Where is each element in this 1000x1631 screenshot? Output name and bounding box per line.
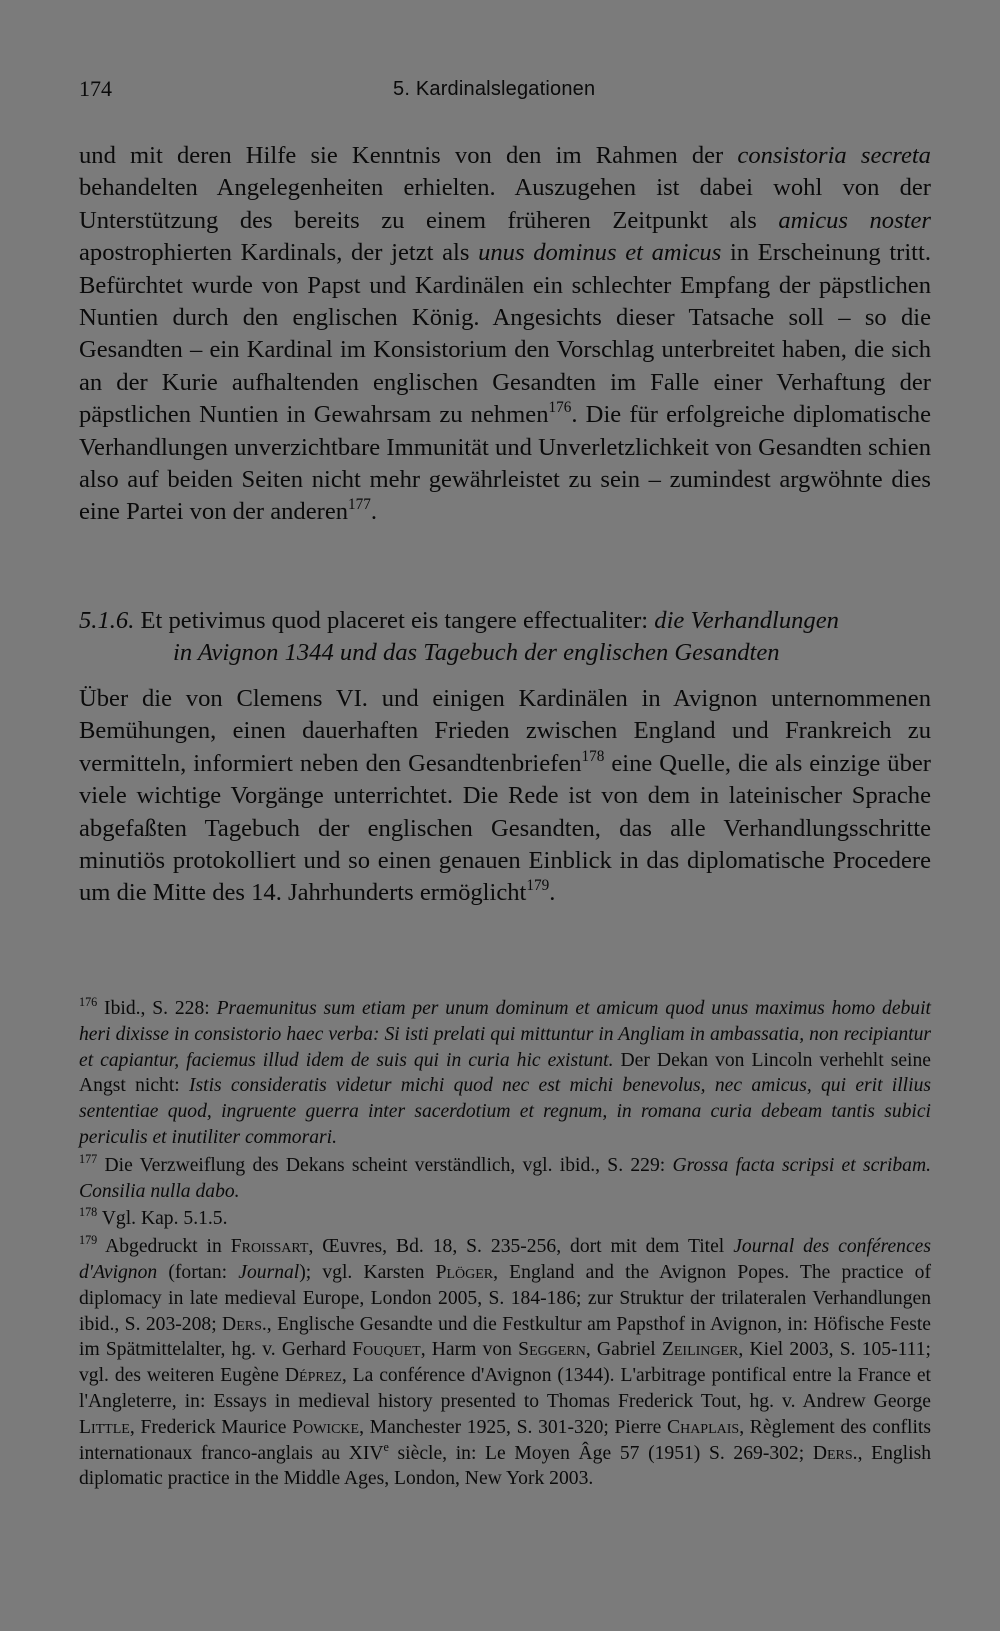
section-paragraph (79, 683, 931, 910)
section-title-italic-1: die Verhandlungen (654, 607, 839, 634)
chapter-title: 5. Kardinalslegationen (393, 78, 596, 100)
footnote-176: $^{176}$ Ibid., S. 228: Praemunitus sum etiam per unum dominum et amicum quod unus maximus homo debuit heri dixisse in consistorio haec verba: Si isti prelati qui mittuntur in Angliam in ambassatia, non recipiantur et capiantur, faciemus illud idem de suis qui in curia hic existunt. Der Dekan von Lincoln verhehlt seine Angst nicht: Istis consideratis videtur michi quod nec est michi benevolus, nec amicus, qui erit illius sententiae quod, ingruente guerra inter sacerdotium et regnum, in romana curia debeam tantis subici periculis et inutiliter commorari. (79, 995, 931, 1148)
section-title-latin: Et petivimus quod placeret eis tangere effectualiter: (140, 607, 649, 634)
paragraph-1: und mit deren Hilfe sie Kenntnis von den im Rahmen der consistoria secreta behandelten Angelegenheiten erhielten. Auszugehen ist dabei wohl von der Unterstützung des bereits zu einem früheren Zeitpunkt als amicus noster apostrophierten Kardinals, der jetzt als unus dominus et amicus in Erscheinung tritt. Befürchtet wurde von Papst und Kardinälen ein schlechter Empfang der päpstlichen Nuntien durch den englischen König. Angesichts dieser Tatsache soll – so die Gesandten – ein Kardinal im Konsistorium den Vorschlag unterbreitet haben, die sich an der Kurie aufhaltenden englischen Gesandten im Falle einer Verhaftung der päpstlichen Nuntien in Gewahrsam zu nehmen$^{176}$. Die für erfolgreiche diplomatische Verhandlungen unverzichtbare Immunität und Unverletzlichkeit von Gesandten schien also auf beiden Seiten nicht mehr gewährleistet zu sein – zumindest argwöhnte dies eine Partei von der anderen$^{177}$. (79, 142, 932, 526)
footnotes (79, 996, 931, 1494)
section-title-italic-2: in Avignon 1344 und das Tagebuch der englischen Gesandten (173, 639, 780, 666)
section-number: 5.1.6. (79, 607, 135, 634)
paragraph-2: Über die von Clemens VI. und einigen Kardinälen in Avignon unternommenen Bemühungen, einen dauerhaften Frieden zwischen England und Frankreich zu vermitteln, informiert neben den Gesandtenbriefen$^{178}$ eine Quelle, die als einzige über viele wichtige Vorgänge unterrichtet. Die Rede ist von dem in lateinischer Sprache abgefaßten Tagebuch der englischen Gesandten, das alle Verhandlungsschritte minutiös protokolliert und so einen genauen Einblick in das diplomatische Procedere um die Mitte des 14. Jahrhunderts ermöglicht$^{179}$. (79, 685, 931, 907)
footnote-178: $^{178}$ Vgl. Kap. 5.1.5. (79, 1205, 228, 1230)
section-heading (79, 605, 931, 669)
footnote-177: $^{177}$ Die Verzweiflung des Dekans scheint verständlich, vgl. ibid., S. 229: Grossa facta scripsi et scribam. Consilia nulla dabo. (79, 1151, 931, 1202)
footnote-179: $^{179}$ Abgedruckt in Froissart, Œuvres, Bd. 18, S. 235-256, dort mit dem Titel Journal des conférences d'Avignon (fortan: Journal); vgl. Karsten Plöger, England and the Avignon Popes. The practice of diplomacy in late medieval Europe, London 2005, S. 184-186; zur Struktur der trilateralen Verhandlungen ibid., S. 203-208; Ders., Englische Gesandte und die Festkultur am Papsthof in Avignon, in: Höfische Feste im Spätmittelalter, hg. v. Gerhard Fouquet, Harm von Seggern, Gabriel Zeilinger, Kiel 2003, S. 105-111; vgl. des weiteren Eugène Déprez, La conférence d'Avignon (1344). L'arbitrage pontifical entre la France et l'Angleterre, in: Essays in medieval history presented to Thomas Frederick Tout, hg. v. Andrew George Little, Frederick Maurice Powicke, Manchester 1925, S. 301-320; Pierre Chaplais, Règlement des conflits internationaux franco-anglais au XIVe siècle, in: Le Moyen Âge 57 (1951) S. 269-302; Ders., English diplomatic practice in the Middle Ages, London, New York 2003. (79, 1233, 932, 1490)
body-paragraph (79, 140, 931, 529)
running-head (79, 76, 930, 112)
page-number: 174 (79, 76, 112, 101)
